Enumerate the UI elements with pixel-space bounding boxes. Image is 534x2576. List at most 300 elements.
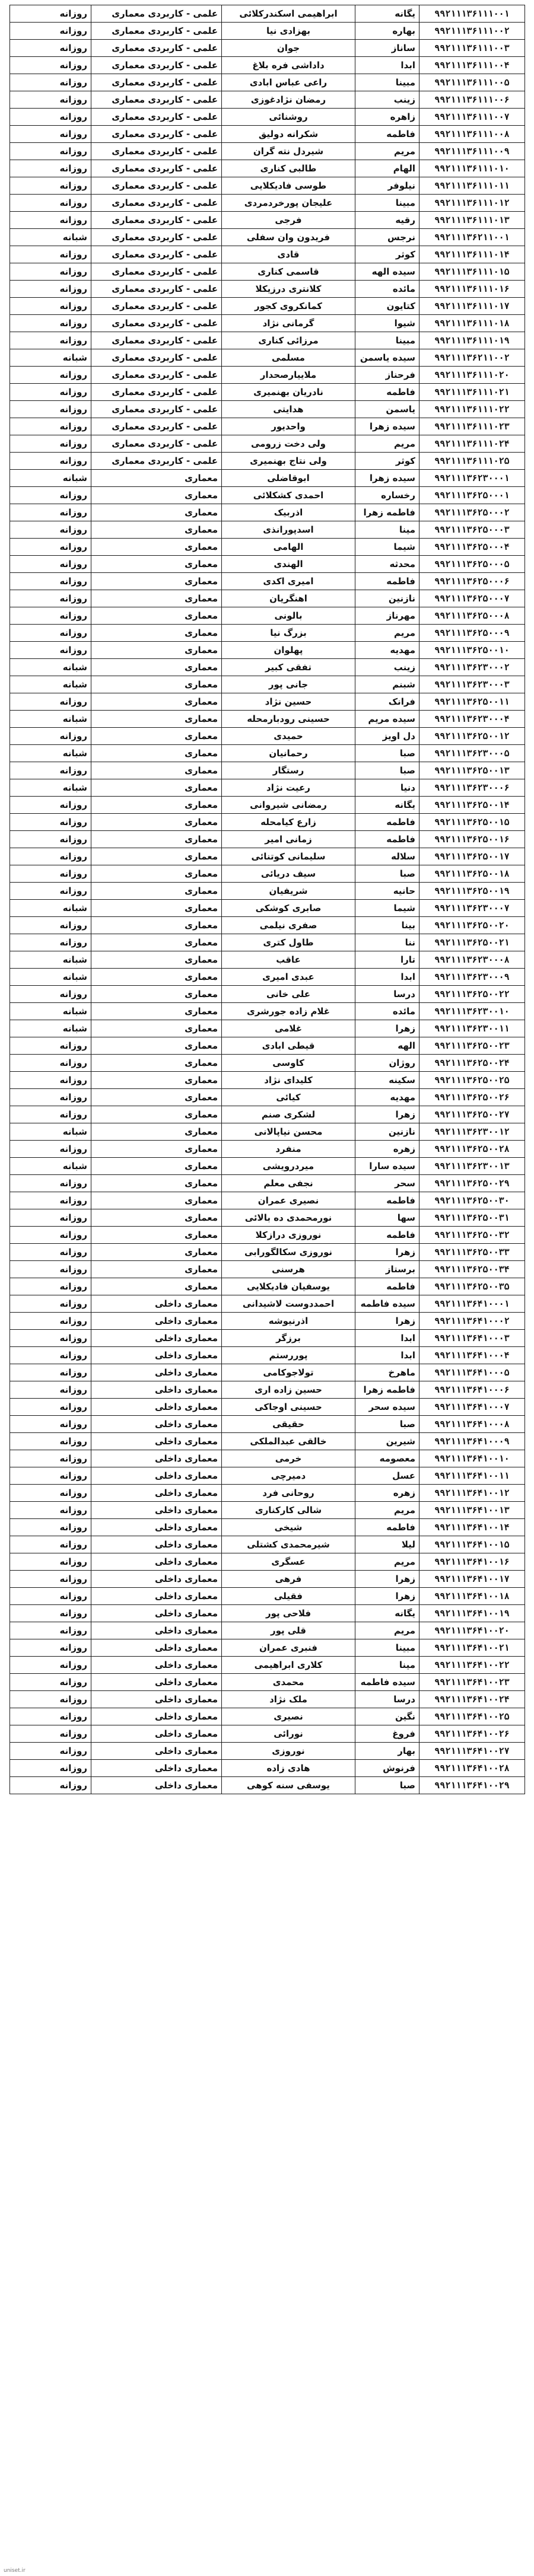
last-name-cell: مرزائی کناری xyxy=(222,332,355,349)
first-name-cell: مبینا xyxy=(355,74,419,91)
field-cell: معماری xyxy=(91,865,222,883)
student-id-cell: ۹۹۲۱۱۱۳۶۱۱۱۰۱۲ xyxy=(419,195,525,212)
shift-cell: روزانه xyxy=(10,109,91,126)
last-name-cell: حمیدی xyxy=(222,728,355,745)
table-row xyxy=(10,332,525,349)
shift-cell: روزانه xyxy=(10,1399,91,1416)
field-cell: معماری xyxy=(91,1244,222,1261)
student-id-cell: ۹۹۲۱۱۱۳۶۲۵۰۰۰۴ xyxy=(419,539,525,556)
shift-cell: روزانه xyxy=(10,453,91,470)
shift-cell: روزانه xyxy=(10,607,91,625)
first-name-cell: زهرا xyxy=(355,1313,419,1330)
table-row xyxy=(10,1536,525,1553)
first-name-cell: فاطمه xyxy=(355,1519,419,1536)
field-cell: معماری داخلی xyxy=(91,1502,222,1519)
first-name-cell: زاهره xyxy=(355,109,419,126)
table-row xyxy=(10,1295,525,1313)
table-row xyxy=(10,195,525,212)
last-name-cell: حقیقی xyxy=(222,1416,355,1433)
field-cell: علمی - کاربردی معماری xyxy=(91,195,222,212)
shift-cell: روزانه xyxy=(10,1381,91,1399)
table-row xyxy=(10,281,525,298)
last-name-cell: غلام زاده جورشری xyxy=(222,1003,355,1020)
student-id-cell: ۹۹۲۱۱۱۳۶۲۵۰۰۰۶ xyxy=(419,573,525,590)
field-cell: معماری xyxy=(91,659,222,676)
student-id-cell: ۹۹۲۱۱۱۳۶۴۱۰۰۰۶ xyxy=(419,1381,525,1399)
first-name-cell: مبینا xyxy=(355,1639,419,1657)
field-cell: معماری xyxy=(91,814,222,831)
first-name-cell: روژان xyxy=(355,1055,419,1072)
table-row xyxy=(10,728,525,745)
last-name-cell: محمدی xyxy=(222,1674,355,1691)
last-name-cell: عبدی امیری xyxy=(222,969,355,986)
field-cell: معماری داخلی xyxy=(91,1760,222,1777)
first-name-cell: سحر xyxy=(355,1175,419,1192)
first-name-cell: فاطمه xyxy=(355,1192,419,1209)
shift-cell: روزانه xyxy=(10,1072,91,1089)
last-name-cell: قاسمی کناری xyxy=(222,263,355,281)
student-id-cell: ۹۹۲۱۱۱۳۶۴۱۰۰۲۰ xyxy=(419,1622,525,1639)
student-id-cell: ۹۹۲۱۱۱۳۶۲۵۰۰۱۱ xyxy=(419,693,525,711)
shift-cell: روزانه xyxy=(10,91,91,109)
student-id-cell: ۹۹۲۱۱۱۳۶۴۱۰۰۰۱ xyxy=(419,1295,525,1313)
field-cell: معماری xyxy=(91,1072,222,1089)
student-id-cell: ۹۹۲۱۱۱۳۶۲۵۰۰۲۴ xyxy=(419,1055,525,1072)
table-row xyxy=(10,1553,525,1571)
first-name-cell: زهرا xyxy=(355,1571,419,1588)
last-name-cell: حسینی اوجاکی xyxy=(222,1399,355,1416)
student-id-cell: ۹۹۲۱۱۱۳۶۲۵۰۰۱۰ xyxy=(419,642,525,659)
table-row xyxy=(10,1209,525,1227)
shift-cell: روزانه xyxy=(10,1536,91,1553)
last-name-cell: میردرویشی xyxy=(222,1158,355,1175)
field-cell: معماری xyxy=(91,1141,222,1158)
field-cell: معماری xyxy=(91,745,222,762)
shift-cell: روزانه xyxy=(10,1502,91,1519)
table-row xyxy=(10,1003,525,1020)
last-name-cell: منفرد xyxy=(222,1141,355,1158)
table-row xyxy=(10,487,525,504)
table-row xyxy=(10,1485,525,1502)
first-name-cell: سیده فاطمه xyxy=(355,1674,419,1691)
shift-cell: روزانه xyxy=(10,539,91,556)
shift-cell: روزانه xyxy=(10,762,91,779)
shift-cell: روزانه xyxy=(10,126,91,143)
student-id-cell: ۹۹۲۱۱۱۳۶۲۵۰۰۲۶ xyxy=(419,1089,525,1106)
first-name-cell: فاطمه xyxy=(355,126,419,143)
first-name-cell: ابدا xyxy=(355,57,419,74)
field-cell: معماری xyxy=(91,1089,222,1106)
table-row xyxy=(10,453,525,470)
first-name-cell: مریم xyxy=(355,435,419,453)
field-cell: معماری داخلی xyxy=(91,1416,222,1433)
table-row xyxy=(10,143,525,160)
first-name-cell: فاطمه xyxy=(355,1278,419,1295)
student-id-cell: ۹۹۲۱۱۱۳۶۲۵۰۰۲۲ xyxy=(419,986,525,1003)
first-name-cell: زهرا xyxy=(355,1020,419,1037)
student-id-cell: ۹۹۲۱۱۱۳۶۲۳۰۰۰۲ xyxy=(419,659,525,676)
field-cell: معماری داخلی xyxy=(91,1691,222,1708)
last-name-cell: یوسفی سنه کوهی xyxy=(222,1777,355,1794)
shift-cell: شبانه xyxy=(10,969,91,986)
first-name-cell: مهرناز xyxy=(355,607,419,625)
student-id-cell: ۹۹۲۱۱۱۳۶۲۵۰۰۲۸ xyxy=(419,1141,525,1158)
first-name-cell: ابدا xyxy=(355,1347,419,1364)
last-name-cell: جانی پور xyxy=(222,676,355,693)
first-name-cell: سلاله xyxy=(355,848,419,865)
field-cell: معماری داخلی xyxy=(91,1330,222,1347)
last-name-cell: پهلوان xyxy=(222,642,355,659)
last-name-cell: شیردل نته گران xyxy=(222,143,355,160)
shift-cell: روزانه xyxy=(10,1657,91,1674)
shift-cell: شبانه xyxy=(10,676,91,693)
last-name-cell: شکرانه دولیق xyxy=(222,126,355,143)
last-name-cell: روشنائی xyxy=(222,109,355,126)
shift-cell: روزانه xyxy=(10,1777,91,1794)
first-name-cell: مائده xyxy=(355,1003,419,1020)
field-cell: معماری xyxy=(91,487,222,504)
first-name-cell: رخساره xyxy=(355,487,419,504)
shift-cell: روزانه xyxy=(10,57,91,74)
student-id-cell: ۹۹۲۱۱۱۳۶۲۵۰۰۱۳ xyxy=(419,762,525,779)
last-name-cell: ابوقاضلی xyxy=(222,470,355,487)
student-id-cell: ۹۹۲۱۱۱۳۶۱۱۱۰۰۵ xyxy=(419,74,525,91)
student-id-cell: ۹۹۲۱۱۱۳۶۴۱۰۰۱۹ xyxy=(419,1605,525,1622)
shift-cell: روزانه xyxy=(10,1089,91,1106)
last-name-cell: اسدپورانذی xyxy=(222,521,355,539)
first-name-cell: فرنوش xyxy=(355,1760,419,1777)
first-name-cell: ابدا xyxy=(355,969,419,986)
field-cell: معماری xyxy=(91,556,222,573)
first-name-cell: مهدیه xyxy=(355,642,419,659)
shift-cell: روزانه xyxy=(10,1347,91,1364)
shift-cell: روزانه xyxy=(10,315,91,332)
last-name-cell: صابری کوشکی xyxy=(222,900,355,917)
table-row xyxy=(10,1433,525,1450)
shift-cell: روزانه xyxy=(10,263,91,281)
last-name-cell: بهزادی نیا xyxy=(222,23,355,40)
last-name-cell: قادی xyxy=(222,246,355,263)
shift-cell: روزانه xyxy=(10,1674,91,1691)
shift-cell: شبانه xyxy=(10,1003,91,1020)
first-name-cell: یگانه xyxy=(355,5,419,23)
shift-cell: روزانه xyxy=(10,728,91,745)
shift-cell: روزانه xyxy=(10,298,91,315)
first-name-cell: شیوا xyxy=(355,315,419,332)
first-name-cell: فروغ xyxy=(355,1725,419,1743)
shift-cell: روزانه xyxy=(10,797,91,814)
first-name-cell: فرانک xyxy=(355,693,419,711)
first-name-cell: زهره xyxy=(355,1141,419,1158)
shift-cell: روزانه xyxy=(10,1106,91,1123)
student-id-cell: ۹۹۲۱۱۱۳۶۱۱۱۰۲۲ xyxy=(419,401,525,418)
first-name-cell: برستاز xyxy=(355,1261,419,1278)
shift-cell: روزانه xyxy=(10,1743,91,1760)
table-row xyxy=(10,934,525,951)
first-name-cell: سیده زهرا xyxy=(355,418,419,435)
last-name-cell: فقیلی xyxy=(222,1588,355,1605)
student-id-cell: ۹۹۲۱۱۱۳۶۱۱۱۰۲۳ xyxy=(419,418,525,435)
student-id-cell: ۹۹۲۱۱۱۳۶۱۱۱۰۱۷ xyxy=(419,298,525,315)
student-id-cell: ۹۹۲۱۱۱۳۶۴۱۰۰۱۷ xyxy=(419,1571,525,1588)
shift-cell: روزانه xyxy=(10,1141,91,1158)
table-row xyxy=(10,1347,525,1364)
shift-cell: روزانه xyxy=(10,1261,91,1278)
first-name-cell: مهدیه xyxy=(355,1089,419,1106)
field-cell: معماری داخلی xyxy=(91,1485,222,1502)
field-cell: علمی - کاربردی معماری xyxy=(91,57,222,74)
student-id-cell: ۹۹۲۱۱۱۳۶۲۵۰۰۰۸ xyxy=(419,607,525,625)
table-row xyxy=(10,1639,525,1657)
last-name-cell: سلیمانی کوتنائی xyxy=(222,848,355,865)
field-cell: علمی - کاربردی معماری xyxy=(91,349,222,367)
field-cell: معماری xyxy=(91,848,222,865)
shift-cell: روزانه xyxy=(10,281,91,298)
table-row xyxy=(10,1244,525,1261)
last-name-cell: نصیری عمران xyxy=(222,1192,355,1209)
table-row xyxy=(10,1020,525,1037)
last-name-cell: رمضانی شیروانی xyxy=(222,797,355,814)
shift-cell: روزانه xyxy=(10,986,91,1003)
field-cell: معماری داخلی xyxy=(91,1777,222,1794)
last-name-cell: سیف دریائی xyxy=(222,865,355,883)
last-name-cell: تفقی کبیر xyxy=(222,659,355,676)
student-id-cell: ۹۹۲۱۱۱۳۶۲۵۰۰۱۲ xyxy=(419,728,525,745)
field-cell: علمی - کاربردی معماری xyxy=(91,246,222,263)
field-cell: معماری xyxy=(91,693,222,711)
first-name-cell: سکینه xyxy=(355,1072,419,1089)
first-name-cell: صبا xyxy=(355,745,419,762)
first-name-cell: فاطمه xyxy=(355,831,419,848)
field-cell: علمی - کاربردی معماری xyxy=(91,435,222,453)
table-row xyxy=(10,1227,525,1244)
student-id-cell: ۹۹۲۱۱۱۳۶۴۱۰۰۱۸ xyxy=(419,1588,525,1605)
table-row xyxy=(10,1777,525,1794)
last-name-cell: شالی کارکناری xyxy=(222,1502,355,1519)
first-name-cell: درسا xyxy=(355,986,419,1003)
first-name-cell: یاسمن xyxy=(355,401,419,418)
first-name-cell: عسل xyxy=(355,1467,419,1485)
student-id-cell: ۹۹۲۱۱۱۳۶۱۱۱۰۰۲ xyxy=(419,23,525,40)
student-id-cell: ۹۹۲۱۱۱۳۶۲۱۱۰۰۱ xyxy=(419,229,525,246)
table-row xyxy=(10,865,525,883)
shift-cell: شبانه xyxy=(10,1020,91,1037)
shift-cell: روزانه xyxy=(10,1192,91,1209)
student-id-cell: ۹۹۲۱۱۱۳۶۴۱۰۰۱۲ xyxy=(419,1485,525,1502)
student-id-cell: ۹۹۲۱۱۱۳۶۲۳۰۰۱۳ xyxy=(419,1158,525,1175)
student-id-cell: ۹۹۲۱۱۱۳۶۲۵۰۰۳۱ xyxy=(419,1209,525,1227)
first-name-cell: صبا xyxy=(355,865,419,883)
table-row xyxy=(10,1708,525,1725)
shift-cell: روزانه xyxy=(10,1450,91,1467)
table-row xyxy=(10,1089,525,1106)
shift-cell: روزانه xyxy=(10,160,91,177)
student-id-cell: ۹۹۲۱۱۱۳۶۲۵۰۰۲۰ xyxy=(419,917,525,934)
shift-cell: روزانه xyxy=(10,384,91,401)
table-row xyxy=(10,607,525,625)
field-cell: معماری داخلی xyxy=(91,1657,222,1674)
table-row xyxy=(10,91,525,109)
field-cell: معماری xyxy=(91,539,222,556)
student-id-cell: ۹۹۲۱۱۱۳۶۲۳۰۰۱۱ xyxy=(419,1020,525,1037)
last-name-cell: نورائی xyxy=(222,1725,355,1743)
table-row xyxy=(10,1743,525,1760)
field-cell: علمی - کاربردی معماری xyxy=(91,109,222,126)
first-name-cell: مریم xyxy=(355,1502,419,1519)
field-cell: معماری xyxy=(91,1003,222,1020)
last-name-cell: طاول کتری xyxy=(222,934,355,951)
field-cell: معماری داخلی xyxy=(91,1571,222,1588)
first-name-cell: زهره xyxy=(355,1485,419,1502)
field-cell: معماری داخلی xyxy=(91,1433,222,1450)
last-name-cell: نصیری xyxy=(222,1708,355,1725)
last-name-cell: بالونی xyxy=(222,607,355,625)
student-id-cell: ۹۹۲۱۱۱۳۶۱۱۱۰۲۰ xyxy=(419,367,525,384)
table-row xyxy=(10,1158,525,1175)
last-name-cell: فرهی xyxy=(222,1571,355,1588)
table-row xyxy=(10,1450,525,1467)
student-id-cell: ۹۹۲۱۱۱۳۶۲۵۰۰۲۱ xyxy=(419,934,525,951)
table-row xyxy=(10,1330,525,1347)
shift-cell: روزانه xyxy=(10,40,91,57)
last-name-cell: کلاری ابراهیمی xyxy=(222,1657,355,1674)
student-id-cell: ۹۹۲۱۱۱۳۶۲۳۰۰۰۳ xyxy=(419,676,525,693)
shift-cell: شبانه xyxy=(10,745,91,762)
student-id-cell: ۹۹۲۱۱۱۳۶۱۱۱۰۲۵ xyxy=(419,453,525,470)
student-id-cell: ۹۹۲۱۱۱۳۶۲۵۰۰۰۷ xyxy=(419,590,525,607)
first-name-cell: زینب xyxy=(355,91,419,109)
field-cell: معماری xyxy=(91,1175,222,1192)
first-name-cell: زهرا xyxy=(355,1244,419,1261)
student-roster-table xyxy=(9,5,525,1794)
table-row xyxy=(10,986,525,1003)
field-cell: معماری xyxy=(91,797,222,814)
student-id-cell: ۹۹۲۱۱۱۳۶۲۵۰۰۳۲ xyxy=(419,1227,525,1244)
last-name-cell: یوسفیان فادیکلایی xyxy=(222,1278,355,1295)
student-id-cell: ۹۹۲۱۱۱۳۶۴۱۰۰۰۹ xyxy=(419,1433,525,1450)
first-name-cell: لیلا xyxy=(355,1536,419,1553)
table-row xyxy=(10,263,525,281)
field-cell: معماری داخلی xyxy=(91,1313,222,1330)
first-name-cell: صبا xyxy=(355,1416,419,1433)
last-name-cell: خرمی xyxy=(222,1450,355,1467)
shift-cell: روزانه xyxy=(10,435,91,453)
student-id-cell: ۹۹۲۱۱۱۳۶۱۱۱۰۲۱ xyxy=(419,384,525,401)
student-id-cell: ۹۹۲۱۱۱۳۶۲۵۰۰۲۵ xyxy=(419,1072,525,1089)
field-cell: معماری xyxy=(91,1209,222,1227)
table-row xyxy=(10,1725,525,1743)
table-row xyxy=(10,1055,525,1072)
field-cell: معماری xyxy=(91,676,222,693)
last-name-cell: راعی عباس ابادی xyxy=(222,74,355,91)
table-row xyxy=(10,315,525,332)
table-row xyxy=(10,418,525,435)
first-name-cell: کوثر xyxy=(355,246,419,263)
shift-cell: روزانه xyxy=(10,1175,91,1192)
last-name-cell: قلی پور xyxy=(222,1622,355,1639)
shift-cell: روزانه xyxy=(10,487,91,504)
field-cell: معماری xyxy=(91,900,222,917)
field-cell: معماری xyxy=(91,831,222,848)
last-name-cell: محسن نیاپالانی xyxy=(222,1123,355,1141)
shift-cell: روزانه xyxy=(10,1433,91,1450)
table-row xyxy=(10,762,525,779)
field-cell: علمی - کاربردی معماری xyxy=(91,23,222,40)
shift-cell: روزانه xyxy=(10,865,91,883)
table-row xyxy=(10,1106,525,1123)
table-row xyxy=(10,1502,525,1519)
shift-cell: روزانه xyxy=(10,642,91,659)
last-name-cell: پوررستم xyxy=(222,1347,355,1364)
first-name-cell: شیرین xyxy=(355,1433,419,1450)
shift-cell: روزانه xyxy=(10,814,91,831)
student-id-cell: ۹۹۲۱۱۱۳۶۲۳۰۰۰۹ xyxy=(419,969,525,986)
first-name-cell: مائده xyxy=(355,281,419,298)
field-cell: معماری xyxy=(91,1261,222,1278)
student-id-cell: ۹۹۲۱۱۱۳۶۲۵۰۰۱۸ xyxy=(419,865,525,883)
shift-cell: روزانه xyxy=(10,177,91,195)
last-name-cell: تولاجوکامی xyxy=(222,1364,355,1381)
last-name-cell: کلانتری درزیکلا xyxy=(222,281,355,298)
table-row xyxy=(10,1399,525,1416)
student-id-cell: ۹۹۲۱۱۱۳۶۱۱۱۰۱۹ xyxy=(419,332,525,349)
shift-cell: روزانه xyxy=(10,573,91,590)
table-row xyxy=(10,900,525,917)
field-cell: معماری xyxy=(91,642,222,659)
first-name-cell: مریم xyxy=(355,143,419,160)
shift-cell: شبانه xyxy=(10,900,91,917)
student-id-cell: ۹۹۲۱۱۱۳۶۴۱۰۰۲۷ xyxy=(419,1743,525,1760)
student-id-cell: ۹۹۲۱۱۱۳۶۲۵۰۰۳۵ xyxy=(419,1278,525,1295)
first-name-cell: مریم xyxy=(355,1622,419,1639)
student-id-cell: ۹۹۲۱۱۱۳۶۱۱۱۰۱۶ xyxy=(419,281,525,298)
table-row xyxy=(10,246,525,263)
table-row xyxy=(10,1657,525,1674)
first-name-cell: تارا xyxy=(355,951,419,969)
table-row xyxy=(10,109,525,126)
shift-cell: روزانه xyxy=(10,1227,91,1244)
field-cell: معماری xyxy=(91,521,222,539)
field-cell: معماری xyxy=(91,470,222,487)
first-name-cell: زینب xyxy=(355,659,419,676)
field-cell: معماری xyxy=(91,1037,222,1055)
last-name-cell: امیری اکدی xyxy=(222,573,355,590)
field-cell: معماری xyxy=(91,1227,222,1244)
last-name-cell: فرجی xyxy=(222,212,355,229)
field-cell: معماری داخلی xyxy=(91,1639,222,1657)
shift-cell: روزانه xyxy=(10,5,91,23)
first-name-cell: سیده سحر xyxy=(355,1399,419,1416)
field-cell: معماری xyxy=(91,607,222,625)
last-name-cell: اهنگریان xyxy=(222,590,355,607)
student-id-cell: ۹۹۲۱۱۱۳۶۲۵۰۰۳۳ xyxy=(419,1244,525,1261)
student-id-cell: ۹۹۲۱۱۱۳۶۲۵۰۰۰۳ xyxy=(419,521,525,539)
last-name-cell: کمانکروی کجور xyxy=(222,298,355,315)
last-name-cell: ولی نتاج بهنمیری xyxy=(222,453,355,470)
table-row xyxy=(10,1519,525,1536)
last-name-cell: نادریان بهنمیری xyxy=(222,384,355,401)
last-name-cell: اذرنیوشه xyxy=(222,1313,355,1330)
table-row xyxy=(10,1571,525,1588)
last-name-cell: نجفی معلم xyxy=(222,1175,355,1192)
last-name-cell: برزگر xyxy=(222,1330,355,1347)
table-row xyxy=(10,556,525,573)
last-name-cell: الهامی xyxy=(222,539,355,556)
field-cell: معماری xyxy=(91,1123,222,1141)
field-cell: علمی - کاربردی معماری xyxy=(91,401,222,418)
field-cell: علمی - کاربردی معماری xyxy=(91,212,222,229)
table-row xyxy=(10,539,525,556)
